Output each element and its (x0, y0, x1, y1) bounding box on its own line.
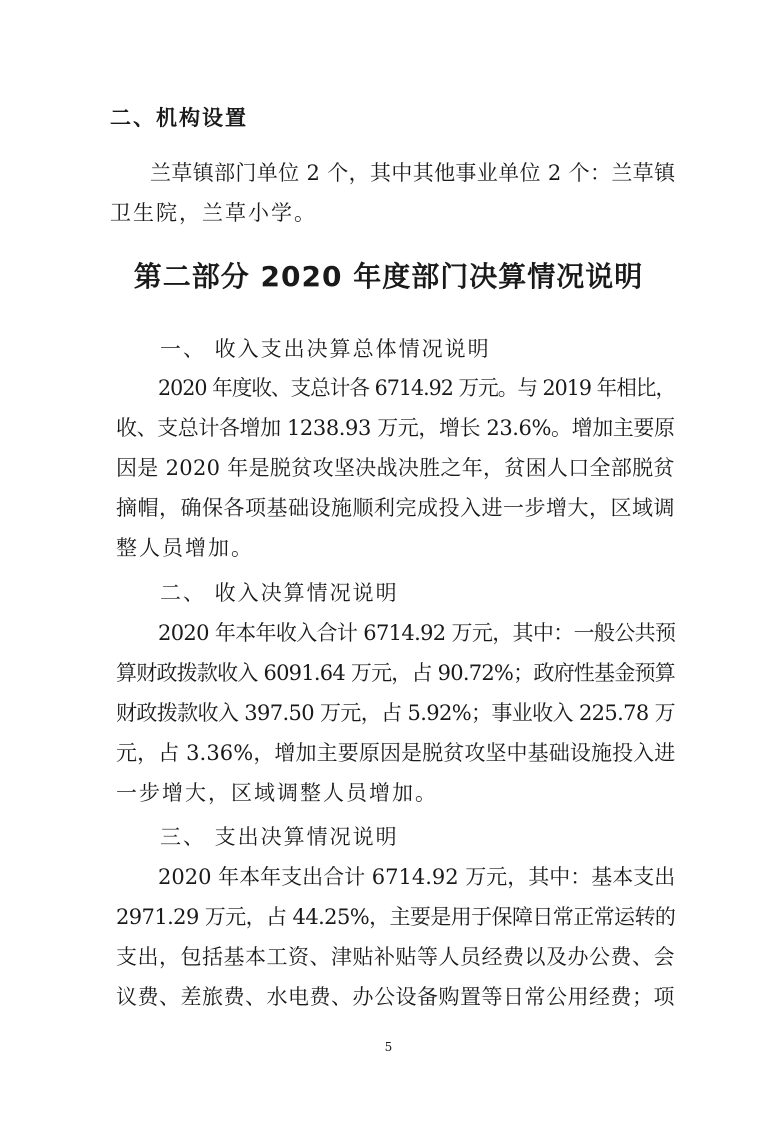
org-paragraph-line-2: 卫生院，兰草小学。 (110, 201, 317, 225)
section-2-line-5: 一步增大，区域调整人员增加。 (116, 781, 438, 805)
section-2-line-1: 2020 年本年收入合计 6714.92 万元，其中：一般公共预 (158, 621, 676, 645)
section-3-line-1: 2020 年本年支出合计 6714.92 万元，其中：基本支出 (158, 865, 676, 889)
section-2-line-4: 元，占 3.36%，增加主要原因是脱贫攻坚中基础设施投入进 (116, 741, 676, 765)
section-2-heading: 二、 收入决算情况说明 (160, 581, 399, 605)
org-paragraph-line-1: 兰草镇部门单位 2 个，其中其他事业单位 2 个：兰草镇 (150, 161, 676, 185)
section-1-line-2: 收、支总计各增加 1238.93 万元，增长 23.6%。增加主要原 (116, 416, 675, 440)
section-3-heading: 三、 支出决算情况说明 (160, 825, 399, 849)
section-1-heading: 一、 收入支出决算总体情况说明 (160, 337, 491, 361)
section-2-line-3: 财政拨款收入 397.50 万元，占 5.92%；事业收入 225.78 万 (116, 701, 676, 725)
section-1-line-3: 因是 2020 年是脱贫攻坚决战决胜之年，贫困人口全部脱贫 (116, 456, 675, 480)
section-1-line-4: 摘帽，确保各项基础设施顺利完成投入进一步增大，区域调 (116, 496, 675, 520)
page-number: 5 (384, 1040, 393, 1054)
section-1-line-1: 2020 年度收、支总计各 6714.92 万元。与 2019 年相比， (158, 376, 676, 400)
section-heading: 二、机构设置 (110, 105, 248, 130)
section-3-line-4: 议费、差旅费、水电费、办公设备购置等日常公用经费；项 (116, 985, 675, 1009)
part-title: 第二部分 2020 年度部门决算情况说明 (133, 260, 644, 293)
section-3-line-2: 2971.29 万元，占 44.25%，主要是用于保障日常正常运转的 (116, 905, 676, 929)
section-3-line-3: 支出，包括基本工资、津贴补贴等人员经费以及办公费、会 (116, 945, 675, 969)
section-1-line-5: 整人员增加。 (116, 536, 254, 560)
section-2-line-2: 算财政拨款收入 6091.64 万元，占 90.72%；政府性基金预算 (116, 661, 675, 685)
